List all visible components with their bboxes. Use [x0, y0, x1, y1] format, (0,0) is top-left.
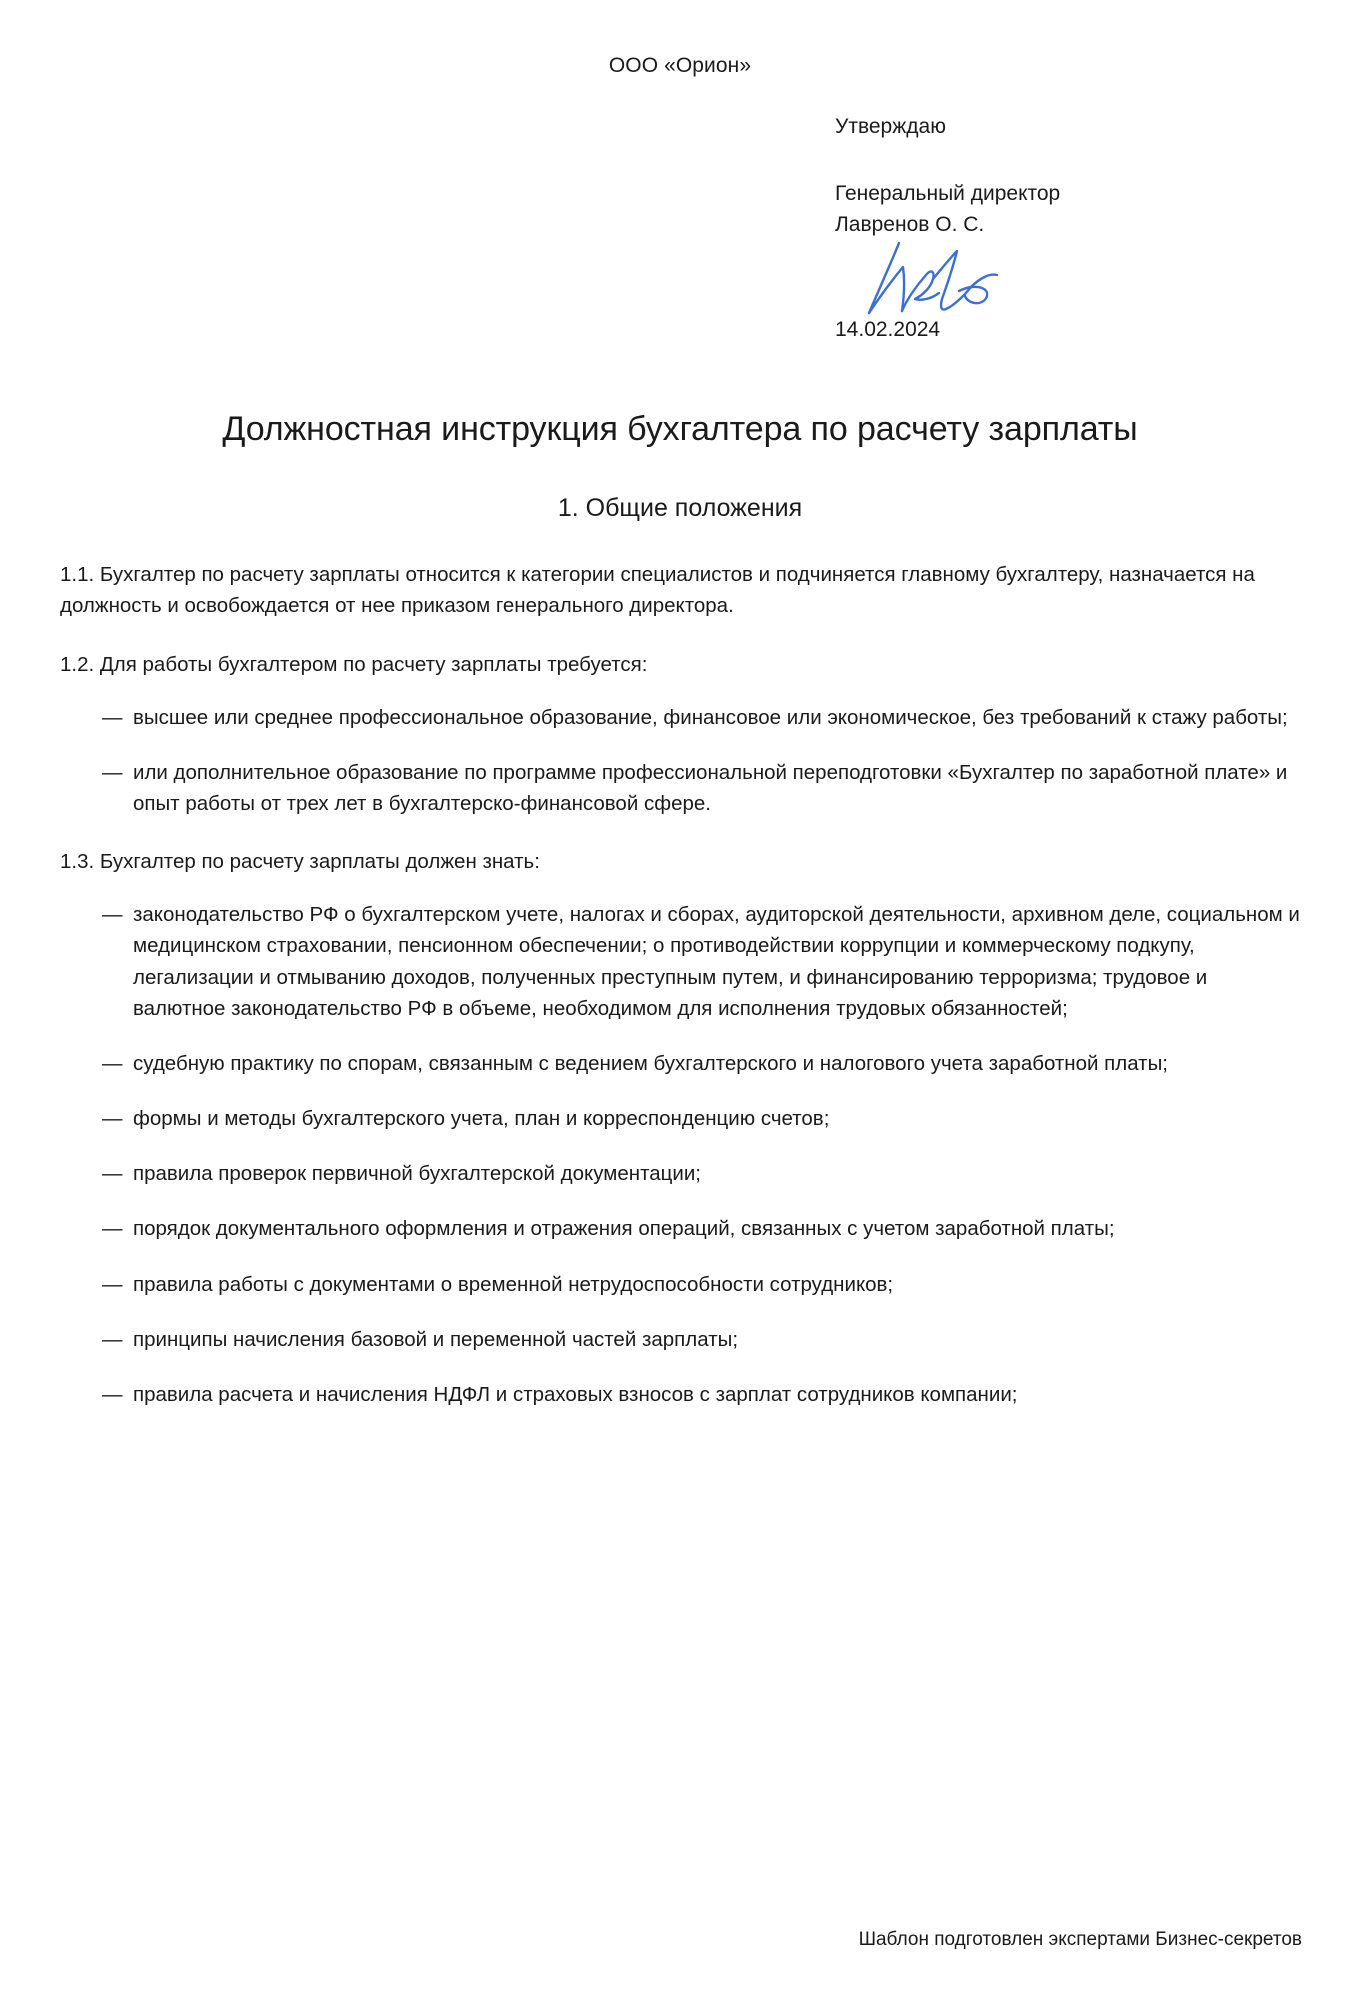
list-item-text: порядок документального оформления и отражения операций, связанных с учетом заработной платы;: [133, 1217, 1115, 1241]
list-item-text: правила проверок первичной бухгалтерской документации;: [133, 1162, 701, 1186]
list-item: [60, 1103, 1302, 1134]
clause-1-1: 1.1. Бухгалтер по расчету зарплаты относится к категории специалистов и подчиняется главному бухгалтеру, назначается на должность и освобождается от нее приказом генерального директора.: [60, 563, 1255, 618]
organization-name: ООО «Орион»: [608, 54, 752, 77]
clause-1-3-list: [60, 899, 1302, 1410]
em-dash-icon: —: [102, 1051, 123, 1075]
list-item-text: правила расчета и начисления НДФЛ и страховых взносов с зарплат сотрудников компании;: [133, 1382, 1018, 1406]
list-item-text: судебную практику по спорам, связанным с ведением бухгалтерского и налогового учета заработной платы;: [133, 1051, 1168, 1075]
handwritten-signature-icon: [837, 243, 1255, 319]
em-dash-icon: —: [102, 760, 123, 784]
em-dash-icon: —: [102, 1382, 123, 1406]
approver-name: Лавренов О. С.: [835, 213, 985, 237]
list-item-text: принципы начисления базовой и переменной частей зарплаты;: [133, 1327, 739, 1351]
clause-1-2-list: [60, 702, 1302, 819]
approval-date: 14.02.2024: [835, 317, 941, 341]
em-dash-icon: —: [102, 705, 123, 729]
list-item-text: формы и методы бухгалтерского учета, план и корреспонденцию счетов;: [133, 1107, 830, 1131]
clause-1-3-group: [60, 846, 1302, 1410]
em-dash-icon: —: [102, 1272, 123, 1296]
document-body: [0, 559, 1360, 1410]
approval-word: Утверждаю: [835, 115, 946, 139]
list-item: [60, 757, 1302, 819]
clause-1-2: 1.2. Для работы бухгалтером по расчету зарплаты требуется:: [60, 652, 648, 676]
list-item: [60, 899, 1302, 1024]
list-item: [60, 1379, 1302, 1410]
section-heading: 1. Общие положения: [557, 494, 803, 523]
page-title: Должностная инструкция бухгалтера по расчету зарплаты: [222, 409, 1138, 448]
approver-role: Генеральный директор: [835, 182, 1061, 206]
list-item: [60, 1048, 1302, 1079]
em-dash-icon: —: [102, 1107, 123, 1131]
approval-block: [835, 112, 1255, 345]
em-dash-icon: —: [102, 1162, 123, 1186]
em-dash-icon: —: [102, 903, 123, 927]
list-item: [60, 702, 1302, 733]
list-item-text: законодательство РФ о бухгалтерском учете, налогах и сборах, аудиторской деятельности, архивном деле, социальном и медицинском страховании, пенсионном обеспечении; о противодействии коррупции и коммерческому подкупу, легализации и отмыванию доходов, полученных преступным путем, и финансированию терроризма; трудовое и валютное законодательство РФ в объеме, необходимом для исполнения трудовых обязанностей;: [133, 903, 1300, 1020]
list-item-text: или дополнительное образование по программе профессиональной переподготовки «Бухгалтер по заработной плате» и опыт работы от трех лет в бухгалтерско-финансовой сфере.: [133, 760, 1288, 816]
em-dash-icon: —: [102, 1327, 123, 1351]
em-dash-icon: —: [102, 1217, 123, 1241]
list-item: [60, 1269, 1302, 1300]
list-item: [60, 1213, 1302, 1244]
list-item: [60, 1158, 1302, 1189]
footer-note: Шаблон подготовлен экспертами Бизнес-секретов: [858, 1929, 1302, 1950]
list-item: [60, 1324, 1302, 1355]
list-item-text: высшее или среднее профессиональное образование, финансовое или экономическое, без требований к стажу работы;: [133, 705, 1288, 729]
clause-1-2-group: [60, 649, 1302, 820]
list-item-text: правила работы с документами о временной нетрудоспособности сотрудников;: [133, 1272, 894, 1296]
clause-1-3: 1.3. Бухгалтер по расчету зарплаты должен знать:: [60, 850, 540, 874]
